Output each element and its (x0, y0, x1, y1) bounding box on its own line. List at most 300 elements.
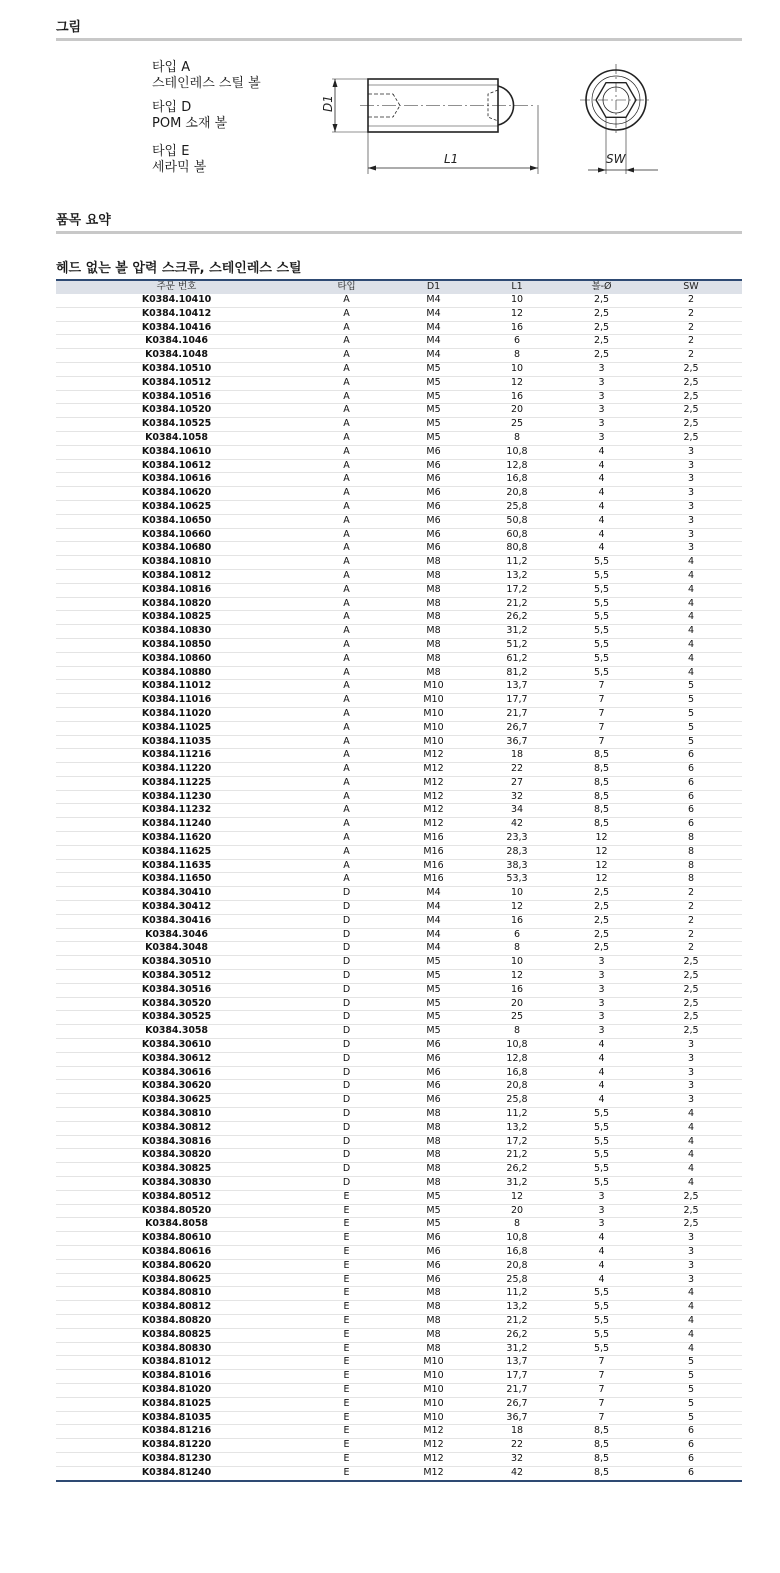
type-cell: E (297, 1245, 396, 1259)
order-number-cell: K0384.30516 (56, 983, 297, 997)
type-cell: D (297, 1039, 396, 1053)
sw-cell: 4 (640, 1328, 742, 1342)
type-a-desc: 스테인레스 스틸 볼 (152, 76, 261, 91)
type-cell: E (297, 1287, 396, 1301)
ball-diameter-cell: 8,5 (563, 818, 640, 832)
order-number-cell: K0384.10860 (56, 652, 297, 666)
type-cell: E (297, 1439, 396, 1453)
screw-side-view (332, 79, 538, 174)
sw-cell: 4 (640, 1149, 742, 1163)
order-number-cell: K0384.81020 (56, 1383, 297, 1397)
l1-cell: 17,2 (471, 1135, 563, 1149)
ball-diameter-cell: 3 (563, 997, 640, 1011)
order-number-cell: K0384.11620 (56, 832, 297, 846)
d1-cell: M8 (396, 1287, 471, 1301)
d1-cell: M5 (396, 997, 471, 1011)
l1-cell: 26,7 (471, 721, 563, 735)
table-row (56, 901, 742, 915)
d1-cell: M6 (396, 1066, 471, 1080)
table-row (56, 956, 742, 970)
l1-cell: 51,2 (471, 638, 563, 652)
type-cell: A (297, 749, 396, 763)
d1-cell: M6 (396, 1273, 471, 1287)
type-d-name: 타입 D (152, 100, 192, 115)
l1-cell: 53,3 (471, 873, 563, 887)
d1-cell: M8 (396, 638, 471, 652)
type-cell: A (297, 514, 396, 528)
sw-cell: 2,5 (640, 1025, 742, 1039)
type-cell: A (297, 804, 396, 818)
order-number-cell: K0384.10650 (56, 514, 297, 528)
l1-arrow-right (530, 166, 538, 171)
sw-cell: 6 (640, 790, 742, 804)
d1-arrow-top (333, 79, 338, 87)
table-row (56, 1094, 742, 1108)
d1-cell: M12 (396, 1452, 471, 1466)
table-row (56, 1163, 742, 1177)
table-row (56, 404, 742, 418)
ball-diameter-cell: 5,5 (563, 1163, 640, 1177)
order-number-cell: K0384.80616 (56, 1245, 297, 1259)
sw-cell: 8 (640, 859, 742, 873)
ball-diameter-cell: 5,5 (563, 1314, 640, 1328)
ball-diameter-cell: 2,5 (563, 887, 640, 901)
d1-cell: M4 (396, 294, 471, 307)
l1-cell: 10,8 (471, 1232, 563, 1246)
ball-diameter-cell: 12 (563, 873, 640, 887)
order-number-cell: K0384.30520 (56, 997, 297, 1011)
ball-diameter-cell: 2,5 (563, 349, 640, 363)
order-number-cell: K0384.10816 (56, 583, 297, 597)
d1-cell: M4 (396, 335, 471, 349)
header-sw: SW (683, 281, 699, 293)
table-row (56, 873, 742, 887)
d1-cell: M12 (396, 1466, 471, 1480)
type-cell: A (297, 294, 396, 307)
type-cell: D (297, 1080, 396, 1094)
d1-cell: M4 (396, 914, 471, 928)
table-row (56, 1314, 742, 1328)
order-number-cell: K0384.10620 (56, 487, 297, 501)
d1-cell: M5 (396, 376, 471, 390)
table-row (56, 1259, 742, 1273)
d1-cell: M8 (396, 666, 471, 680)
l1-cell: 81,2 (471, 666, 563, 680)
sw-cell: 5 (640, 1397, 742, 1411)
ball-diameter-cell: 5,5 (563, 1342, 640, 1356)
table-row (56, 362, 742, 376)
d1-cell: M4 (396, 349, 471, 363)
order-number-cell: K0384.10812 (56, 569, 297, 583)
sw-cell: 4 (640, 666, 742, 680)
type-cell: A (297, 666, 396, 680)
l1-cell: 13,7 (471, 680, 563, 694)
type-e-block (152, 144, 206, 176)
table-row (56, 652, 742, 666)
type-cell: A (297, 431, 396, 445)
d1-cell: M12 (396, 763, 471, 777)
d1-cell: M8 (396, 1328, 471, 1342)
table-body (56, 294, 742, 1481)
ball-diameter-cell: 3 (563, 956, 640, 970)
l1-cell: 25,8 (471, 1094, 563, 1108)
type-a-name: 타입 A (152, 60, 191, 75)
table-row (56, 1466, 742, 1480)
order-number-cell: K0384.10610 (56, 445, 297, 459)
table-row (56, 832, 742, 846)
sw-cell: 2,5 (640, 956, 742, 970)
type-cell: A (297, 638, 396, 652)
l1-cell: 20,8 (471, 1080, 563, 1094)
table-row (56, 1370, 742, 1384)
type-d-block (152, 100, 227, 132)
l1-cell: 32 (471, 790, 563, 804)
d1-cell: M8 (396, 1177, 471, 1191)
sw-cell: 2,5 (640, 1011, 742, 1025)
sw-cell: 4 (640, 597, 742, 611)
table-row (56, 569, 742, 583)
table-row (56, 556, 742, 570)
ball-diameter-cell: 7 (563, 1356, 640, 1370)
sw-cell: 4 (640, 625, 742, 639)
order-number-cell: K0384.80830 (56, 1342, 297, 1356)
l1-cell: 21,2 (471, 1149, 563, 1163)
type-cell: E (297, 1411, 396, 1425)
ball-diameter-cell: 4 (563, 1232, 640, 1246)
order-number-cell: K0384.10625 (56, 500, 297, 514)
sw-cell: 2 (640, 307, 742, 321)
order-number-cell: K0384.10410 (56, 294, 297, 307)
l1-cell: 34 (471, 804, 563, 818)
table-row (56, 680, 742, 694)
table-row (56, 707, 742, 721)
ball-diameter-cell: 7 (563, 1383, 640, 1397)
d1-cell: M6 (396, 473, 471, 487)
type-cell: D (297, 928, 396, 942)
table-row (56, 597, 742, 611)
d1-cell: M6 (396, 514, 471, 528)
l1-cell: 16 (471, 321, 563, 335)
sw-cell: 6 (640, 1466, 742, 1480)
type-cell: A (297, 859, 396, 873)
ball-diameter-cell: 5,5 (563, 638, 640, 652)
table-row (56, 390, 742, 404)
type-cell: E (297, 1466, 396, 1480)
l1-cell: 21,7 (471, 1383, 563, 1397)
table-row (56, 1452, 742, 1466)
table-row (56, 1025, 742, 1039)
d1-cell: M4 (396, 887, 471, 901)
table-row (56, 1204, 742, 1218)
ball-diameter-cell: 4 (563, 445, 640, 459)
order-number-cell: K0384.11240 (56, 818, 297, 832)
l1-cell: 25 (471, 418, 563, 432)
ball-diameter-cell: 3 (563, 1025, 640, 1039)
order-number-cell: K0384.1048 (56, 349, 297, 363)
d1-cell: M12 (396, 1425, 471, 1439)
sw-cell: 2 (640, 335, 742, 349)
sw-cell: 5 (640, 694, 742, 708)
table-row (56, 376, 742, 390)
order-number-cell: K0384.80825 (56, 1328, 297, 1342)
l1-cell: 8 (471, 1218, 563, 1232)
l1-cell: 25 (471, 1011, 563, 1025)
ball-diameter-cell: 4 (563, 1039, 640, 1053)
table-row (56, 1135, 742, 1149)
l1-cell: 12,8 (471, 459, 563, 473)
type-cell: D (297, 1094, 396, 1108)
ball-diameter-cell: 5,5 (563, 1177, 640, 1191)
l1-cell: 12 (471, 376, 563, 390)
type-d-desc: POM 소재 볼 (152, 116, 228, 131)
sw-cell: 6 (640, 1439, 742, 1453)
order-number-cell: K0384.1058 (56, 431, 297, 445)
l1-cell: 42 (471, 1466, 563, 1480)
ball-diameter-cell: 5,5 (563, 611, 640, 625)
l1-cell: 10 (471, 956, 563, 970)
drawing-section-title: 그림 (56, 16, 742, 41)
d1-cell: M4 (396, 901, 471, 915)
l1-cell: 8 (471, 349, 563, 363)
l1-cell: 20 (471, 1204, 563, 1218)
sw-cell: 2,5 (640, 997, 742, 1011)
sw-cell: 2,5 (640, 1218, 742, 1232)
l1-cell: 31,2 (471, 1342, 563, 1356)
ball-diameter-cell: 4 (563, 514, 640, 528)
ball-diameter-cell: 2,5 (563, 928, 640, 942)
table-row (56, 625, 742, 639)
type-cell: A (297, 335, 396, 349)
type-cell: D (297, 970, 396, 984)
order-number-cell: K0384.11220 (56, 763, 297, 777)
type-cell: D (297, 1108, 396, 1122)
sw-cell: 8 (640, 845, 742, 859)
table-header-row (56, 280, 742, 294)
sw-cell: 2,5 (640, 431, 742, 445)
sw-cell: 2,5 (640, 362, 742, 376)
ball-diameter-cell: 5,5 (563, 583, 640, 597)
type-cell: A (297, 445, 396, 459)
sw-cell: 2,5 (640, 970, 742, 984)
l1-cell: 36,7 (471, 735, 563, 749)
order-number-cell: K0384.30812 (56, 1121, 297, 1135)
d1-cell: M8 (396, 1121, 471, 1135)
l1-cell: 38,3 (471, 859, 563, 873)
ball-diameter-cell: 5,5 (563, 625, 640, 639)
table-row (56, 776, 742, 790)
sw-cell: 4 (640, 1163, 742, 1177)
d1-cell: M8 (396, 1135, 471, 1149)
l1-cell: 6 (471, 335, 563, 349)
product-table (56, 279, 742, 1482)
order-number-cell: K0384.10416 (56, 321, 297, 335)
sw-cell: 2,5 (640, 418, 742, 432)
table-row (56, 1301, 742, 1315)
d1-label: D1 (321, 95, 335, 112)
ball-diameter-cell: 4 (563, 1080, 640, 1094)
l1-cell: 26,7 (471, 1397, 563, 1411)
order-number-cell: K0384.10612 (56, 459, 297, 473)
table-row (56, 514, 742, 528)
ball-diameter-cell: 8,5 (563, 749, 640, 763)
d1-cell: M8 (396, 652, 471, 666)
d1-cell: M10 (396, 721, 471, 735)
sw-cell: 2 (640, 294, 742, 307)
type-cell: A (297, 735, 396, 749)
order-number-cell: K0384.30410 (56, 887, 297, 901)
l1-cell: 31,2 (471, 1177, 563, 1191)
order-number-cell: K0384.81220 (56, 1439, 297, 1453)
d1-cell: M16 (396, 859, 471, 873)
order-number-cell: K0384.10510 (56, 362, 297, 376)
type-cell: E (297, 1301, 396, 1315)
type-cell: A (297, 473, 396, 487)
d1-cell: M8 (396, 597, 471, 611)
l1-cell: 21,2 (471, 1314, 563, 1328)
sw-cell: 8 (640, 873, 742, 887)
d1-cell: M10 (396, 680, 471, 694)
sw-cell: 3 (640, 1245, 742, 1259)
d1-cell: M4 (396, 321, 471, 335)
type-cell: E (297, 1273, 396, 1287)
l1-cell: 42 (471, 818, 563, 832)
ball-diameter-cell: 3 (563, 431, 640, 445)
d1-cell: M6 (396, 542, 471, 556)
ball-diameter-cell: 3 (563, 376, 640, 390)
type-cell: E (297, 1259, 396, 1273)
d1-cell: M10 (396, 1356, 471, 1370)
type-cell: D (297, 997, 396, 1011)
ball-diameter-cell: 2,5 (563, 914, 640, 928)
d1-cell: M10 (396, 707, 471, 721)
ball-diameter-cell: 12 (563, 832, 640, 846)
table-row (56, 1439, 742, 1453)
l1-cell: 10 (471, 294, 563, 307)
table-row (56, 1342, 742, 1356)
ball-diameter-cell: 3 (563, 1204, 640, 1218)
d1-cell: M6 (396, 1232, 471, 1246)
sw-cell: 5 (640, 1356, 742, 1370)
order-number-cell: K0384.30616 (56, 1066, 297, 1080)
type-e-desc: 세라믹 볼 (152, 160, 207, 175)
type-cell: A (297, 832, 396, 846)
table-row (56, 694, 742, 708)
type-cell: A (297, 362, 396, 376)
order-number-cell: K0384.3048 (56, 942, 297, 956)
order-number-cell: K0384.30412 (56, 901, 297, 915)
type-cell: A (297, 556, 396, 570)
order-number-cell: K0384.30512 (56, 970, 297, 984)
order-number-cell: K0384.10525 (56, 418, 297, 432)
ball-diameter-cell: 3 (563, 1190, 640, 1204)
type-cell: D (297, 1135, 396, 1149)
sw-cell: 2 (640, 887, 742, 901)
header-order-number: 주문 번호 (156, 281, 197, 293)
l1-cell: 18 (471, 1425, 563, 1439)
type-cell: D (297, 983, 396, 997)
order-number-cell: K0384.11016 (56, 694, 297, 708)
d1-cell: M12 (396, 776, 471, 790)
table-row (56, 1190, 742, 1204)
l1-cell: 20,8 (471, 487, 563, 501)
d1-cell: M8 (396, 625, 471, 639)
d1-cell: M5 (396, 1190, 471, 1204)
order-number-cell: K0384.10830 (56, 625, 297, 639)
type-cell: D (297, 956, 396, 970)
ball-diameter-cell: 8,5 (563, 1439, 640, 1453)
order-number-cell: K0384.30830 (56, 1177, 297, 1191)
table-row (56, 431, 742, 445)
l1-cell: 25,8 (471, 1273, 563, 1287)
type-cell: E (297, 1370, 396, 1384)
sw-cell: 3 (640, 1232, 742, 1246)
d1-cell: M8 (396, 1301, 471, 1315)
ball-diameter-cell: 7 (563, 721, 640, 735)
d1-cell: M8 (396, 1314, 471, 1328)
order-number-cell: K0384.10660 (56, 528, 297, 542)
order-number-cell: K0384.10820 (56, 597, 297, 611)
d1-cell: M5 (396, 404, 471, 418)
sw-cell: 6 (640, 818, 742, 832)
table-row (56, 845, 742, 859)
ball-diameter-cell: 7 (563, 694, 640, 708)
type-cell: D (297, 942, 396, 956)
sw-cell: 4 (640, 1342, 742, 1356)
d1-cell: M6 (396, 1245, 471, 1259)
table-row (56, 583, 742, 597)
summary-section-title: 품목 요약 (56, 209, 742, 234)
ball-diameter-cell: 2,5 (563, 294, 640, 307)
type-cell: D (297, 887, 396, 901)
order-number-cell: K0384.81035 (56, 1411, 297, 1425)
order-number-cell: K0384.30610 (56, 1039, 297, 1053)
type-cell: D (297, 1121, 396, 1135)
d1-cell: M5 (396, 1025, 471, 1039)
table-row (56, 763, 742, 777)
ball-diameter-cell: 5,5 (563, 666, 640, 680)
l1-cell: 61,2 (471, 652, 563, 666)
table-row (56, 928, 742, 942)
order-number-cell: K0384.1046 (56, 335, 297, 349)
d1-cell: M8 (396, 1108, 471, 1122)
order-number-cell: K0384.80620 (56, 1259, 297, 1273)
table-row (56, 721, 742, 735)
l1-cell: 10 (471, 362, 563, 376)
ball-diameter-cell: 7 (563, 707, 640, 721)
type-cell: A (297, 569, 396, 583)
sw-cell: 3 (640, 1094, 742, 1108)
ball-diameter-cell: 3 (563, 418, 640, 432)
order-number-cell: K0384.80610 (56, 1232, 297, 1246)
ball-diameter-cell: 5,5 (563, 1301, 640, 1315)
ball-diameter-cell: 3 (563, 1011, 640, 1025)
order-number-cell: K0384.10680 (56, 542, 297, 556)
order-number-cell: K0384.30816 (56, 1135, 297, 1149)
ball-diameter-cell: 5,5 (563, 569, 640, 583)
ball-diameter-cell: 3 (563, 362, 640, 376)
table-row (56, 914, 742, 928)
type-cell: A (297, 404, 396, 418)
sw-cell: 3 (640, 500, 742, 514)
table-row (56, 1397, 742, 1411)
table-row (56, 1383, 742, 1397)
order-number-cell: K0384.30525 (56, 1011, 297, 1025)
sw-cell: 5 (640, 1383, 742, 1397)
sw-cell: 5 (640, 680, 742, 694)
type-cell: D (297, 1177, 396, 1191)
order-number-cell: K0384.30625 (56, 1094, 297, 1108)
sw-cell: 6 (640, 749, 742, 763)
